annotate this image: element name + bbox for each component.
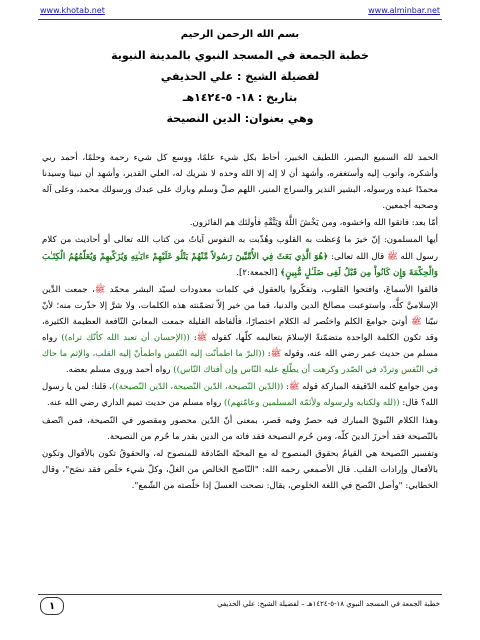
footer-caption: خطبة الجمعة في المسجد النبوي ١٨-٥-١٤٢٤هـ – لفضيلة الشيخ: علي الحذيفي: [217, 600, 440, 608]
sermon-date: بتاريخ : ١٨- ٥-١٤٢٤هـ: [182, 91, 298, 104]
page-number: ١: [40, 597, 64, 615]
quran-verse: ﴿هُوَ الَّذِي بَعَثَ فِي الأُمِّيِّينَ رَسُولاً مِّنْهُمْ يَتْلُو عَلَيْهِمْ ءايَـٰتِهِ وَيُزَكّيهِمْ وَيُعَلّمُهُمُ الْكِتَـٰبَ وَالْحِكْمَةَ وَإِن كَانُواْ مِن قَبْلُ لَفِى ضَلَـٰلٍ مُّبِينٍ﴾: [42, 251, 438, 278]
salutation-glyph: ﷺ: [289, 382, 300, 393]
sermon-subject: وهي بعنوان: الدين النصيحة: [166, 112, 314, 125]
salutation-glyph: ﷺ: [411, 316, 422, 327]
top-divider: [38, 19, 442, 20]
page-footer: [40, 597, 440, 615]
sermon-body: [42, 150, 438, 495]
paragraph: الحمد لله السميع البصير، اللطيف الخبير، أحاط بكل شيء علمًا، ووسع كل شيء رحمة وحلمًا، أحمد ربي وأشكره، وأتوب إليه وأستغفره، وأشهد أن لا إله إلا الله وحده لا شريك له، العلي القدير، وأشهد أن نبينا وسيدنا محمدًا عبده ورسوله، البشير النذير والسراج المنير، اللهم صلّ وسلم وبارك على عبدك ورسولك محمد، وعلى آله وصحبه أجمعين.: [42, 153, 438, 212]
paragraph: أيها المسلمون: إنّ خيرَ ما وُعظت به القلوب وهُذّبت به النفوس آياتٌ من كتاب الله تعالى أو أحاديث من كلام رسول الله ﷺ قال الله تعالى: ﴿هُوَ الَّذِي بَعَثَ فِي الأُمِّيِّينَ رَسُولاً مِّنْهُمْ يَتْلُو عَلَيْهِمْ ءايَـٰتِهِ وَيُزَكّيهِمْ وَيُعَلّمُهُمُ الْكِتَـٰبَ وَالْحِكْمَةَ وَإِن كَانُواْ مِن قَبْلُ لَفِى ضَلَـٰلٍ مُّبِينٍ﴾ [الجمعة:٢].: [42, 235, 438, 278]
paragraph: وتفسير النّصيحة هي القيامُ بحقوق المنصوح له مع المحبّة الصّادقة للمنصوح له، والحقوقُ تكون بالأقوال وتكون بالأفعال وإرادات القلب. قال الأصمعي رحمه الله: "النّاصح الخالص من الغلّ، وكلّ شيء خلَص فقد نصَح"، وقال الخطابي: "وأصل النّصح في اللغة الخلوص، يقال: نصحت العسلَ إذا خلّصته من الشّمع".: [42, 448, 438, 491]
salutation-glyph: ﷺ: [196, 333, 208, 344]
basmala: بسم الله الرحمن الرحيم: [180, 29, 300, 40]
paragraph: فالقوا الأسماعَ، وافتحوا القلوب، وتفكّروا بالعقول في كلمات معدودات لسيّد البشر محمّد ﷺ، جمعت الدِّين الإسلاميَّ كلَّه، واستوعبت مصالحَ الدين والدنيا، فما من خير إلاّ تضمّنته هذه الكلمات، ولا شرَّ إلا حذّرت منه؛ لأنّ نبيّنا ﷺ أوتيَ جوامعَ الكلم واختُصر له الكلام اختصارًا، فألفاظه القليلة جمعت المعانيَ النّافعة العظيمة الكثيرة، وقد تكون الكلمة الواحدة متضمّنةً الإسلامَ بتعاليمه كلّها، كقوله ﷺ: ((الإحسان أن تعبد الله كأنّك تراه)) رواه مسلم من حديث عمر رضي الله عنه، وقوله ﷺ: ((البرّ ما اطمأنّت إليه النّفس واطمأنّ إليه القلب، والإثم ما حاك في النّفس وتردّد في الصّدر وكرهت أن يطّلع عليه النّاس وإن أفتاك النّاس)) رواه أحمد وروى مسلم بعضه.: [42, 284, 438, 376]
salutation-glyph: ﷺ: [270, 349, 282, 360]
paragraph: ومن جوامع كلمه الدّقيقة المباركة قوله ﷺ: ((الدّين النّصيحة، الدّين النّصيحة، الدّين النّصيحة))، قلنا: لمن يا رسول الله؟ قال: ((لله ولكتابه ولرسوله ولأئمّة المسلمين وعامّتهم)) رواه مسلم من حديث تميم الداري رضي الله عنه.: [42, 382, 438, 409]
hadith-quote: ((الدّين النّصيحة، الدّين النّصيحة، الدّين النّصيحة)): [111, 382, 284, 393]
hadith-quote: ((الإحسان أن تعبد الله كأنّك تراه)): [61, 333, 190, 344]
footer-divider: [38, 594, 442, 595]
hadith-quote: ((لله ولكتابه ولرسوله ولأئمّة المسلمين وعامّتهم)): [224, 398, 400, 409]
top-links: [40, 6, 440, 18]
khotab-link[interactable]: www.khotab.net: [40, 6, 105, 15]
sheikh-name: لفضيلة الشيخ : علي الحذيفي: [160, 70, 320, 83]
paragraph: وهذا الكلام النّبويّ المبارك فيه حصرٌ وفيه قصر، بمعنى أنّ الدّين محصور ومقصور في النّصيحة، فمن اتّصف بالنّصيحة فقد أحرزَ الدينَ كلّه، ومن حُرم النصيحة فقد فاته من الدين بقدر ما حُرم من النصيحة.: [42, 415, 438, 442]
alminbar-link[interactable]: www.alminbar.net: [368, 6, 440, 15]
sermon-title: خطبة الجمعة في المسجد النبوي بالمدينة النبوية: [111, 49, 369, 62]
salutation-glyph: ﷺ: [94, 284, 106, 295]
paragraph: أمّا بعد: فاتقوا الله واخشوه، ومن يَخْشَ اللَّهَ وَيَتَّقْهِ فأولئك هم الفائزون.: [189, 218, 438, 229]
hadith-quote: ((البرّ ما اطمأنّت إليه النّفس واطمأنّ إليه القلب، والإثم ما حاك في النّفس وتردّد في الصّدر وكرهت أن يطّلع عليه النّاس وإن أفتاك النّاس)): [42, 349, 438, 376]
salutation-glyph: ﷺ: [387, 251, 398, 262]
sermon-header: [60, 26, 420, 127]
